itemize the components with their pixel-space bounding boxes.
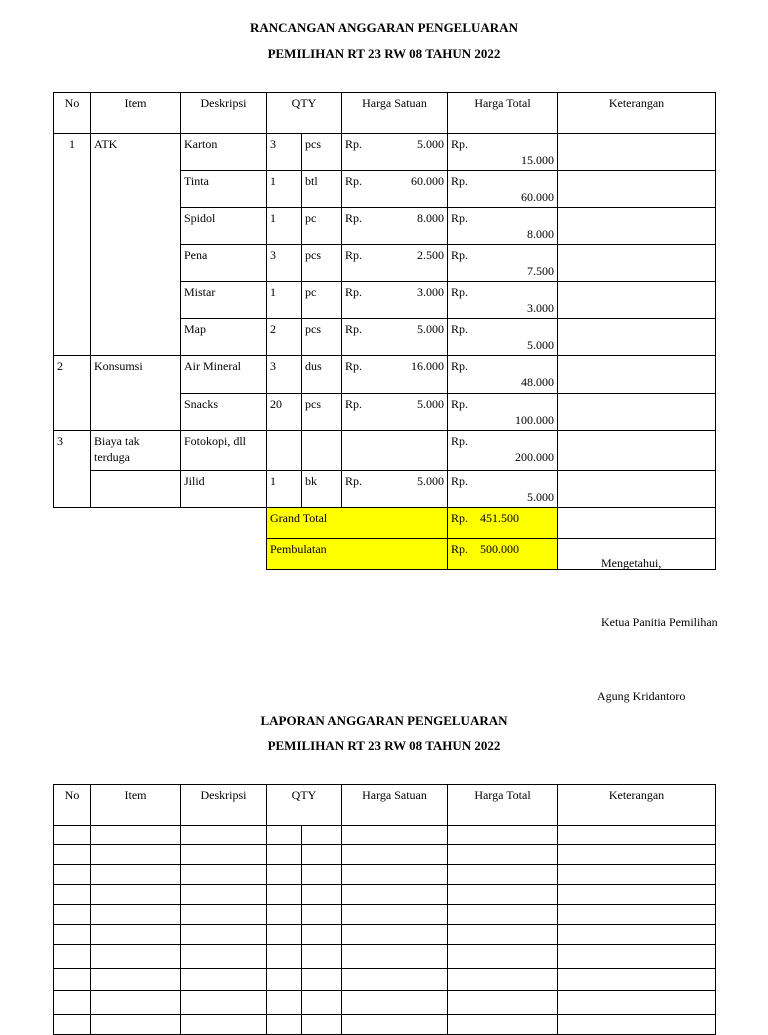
empty-cell xyxy=(558,945,716,969)
rounding-label: Pembulatan xyxy=(267,539,448,570)
empty-cell xyxy=(181,945,267,969)
total-value: 100.000 xyxy=(515,413,554,427)
empty-cell xyxy=(54,945,91,969)
row-note xyxy=(558,134,716,171)
empty-cell xyxy=(448,905,558,925)
empty-cell xyxy=(54,1015,91,1035)
empty-cell xyxy=(91,905,181,925)
row-note xyxy=(558,171,716,208)
total-value: 48.000 xyxy=(521,375,554,389)
empty-cell xyxy=(91,991,181,1015)
empty-cell xyxy=(91,826,181,845)
row-desc: Fotokopi, dll xyxy=(181,431,267,471)
currency-label: Rp. xyxy=(451,322,469,336)
rancangan-title: RANCANGAN ANGGARAN PENGELUARAN xyxy=(250,20,518,35)
laporan-title: LAPORAN ANGGARAN PENGELUARAN xyxy=(260,713,508,728)
empty-cell xyxy=(448,826,558,845)
empty-cell xyxy=(342,826,448,845)
laporan-table xyxy=(53,784,716,1035)
empty-cell xyxy=(558,865,716,885)
row-item: ATK xyxy=(91,134,181,356)
empty-cell xyxy=(267,845,302,865)
row-no: 1 xyxy=(54,134,91,356)
empty-cell xyxy=(181,925,267,945)
header-no: No xyxy=(54,93,91,134)
currency-label: Rp. xyxy=(345,322,363,336)
row-unit-price xyxy=(342,134,448,171)
row-unit: dus xyxy=(302,356,342,394)
empty-row xyxy=(54,925,716,945)
empty-cell xyxy=(267,969,302,991)
empty-cell xyxy=(91,845,181,865)
rancangan-subtitle: PEMILIHAN RT 23 RW 08 TAHUN 2022 xyxy=(267,46,501,61)
empty-cell xyxy=(302,845,342,865)
row-note xyxy=(558,282,716,319)
empty-row xyxy=(54,1015,716,1035)
row-note xyxy=(558,319,716,356)
currency-label: Rp. xyxy=(345,137,363,151)
empty-cell xyxy=(448,945,558,969)
currency-label: Rp. xyxy=(451,174,469,188)
empty-cell xyxy=(558,845,716,865)
empty-cell xyxy=(558,969,716,991)
row-total xyxy=(448,431,558,471)
empty-cell xyxy=(448,1015,558,1035)
row-unit: pcs xyxy=(302,319,342,356)
header-note: Keterangan xyxy=(558,785,716,826)
grand-total-value xyxy=(448,508,558,539)
empty-cell xyxy=(54,969,91,991)
row-unit: pcs xyxy=(302,134,342,171)
row-desc: Air Mineral xyxy=(181,356,267,394)
header-qty: QTY xyxy=(267,93,342,134)
row-no: 2 xyxy=(54,356,91,431)
empty-row xyxy=(54,885,716,905)
header-row xyxy=(54,93,716,134)
price-value: 3.000 xyxy=(417,285,444,299)
price-value: 5.000 xyxy=(417,322,444,336)
row-unit-price xyxy=(342,471,448,508)
empty-cell xyxy=(558,905,716,925)
empty-cell xyxy=(558,925,716,945)
empty-cell xyxy=(558,1015,716,1035)
blank-cell xyxy=(54,539,267,570)
note-cell xyxy=(558,508,716,539)
row-qty xyxy=(267,431,302,471)
empty-row xyxy=(54,845,716,865)
empty-cell xyxy=(54,826,91,845)
row-desc: Snacks xyxy=(181,394,267,431)
empty-cell xyxy=(181,905,267,925)
empty-cell xyxy=(181,991,267,1015)
empty-cell xyxy=(342,905,448,925)
row-unit xyxy=(302,431,342,471)
row-item: Konsumsi xyxy=(91,356,181,431)
row-qty: 1 xyxy=(267,171,302,208)
empty-cell xyxy=(302,826,342,845)
empty-cell xyxy=(267,865,302,885)
currency-label: Rp. xyxy=(345,285,363,299)
empty-cell xyxy=(54,865,91,885)
row-item-empty xyxy=(91,471,181,508)
row-total xyxy=(448,208,558,245)
empty-cell xyxy=(91,925,181,945)
empty-cell xyxy=(267,885,302,905)
total-value: 5.000 xyxy=(527,338,554,352)
empty-row xyxy=(54,826,716,845)
empty-cell xyxy=(448,991,558,1015)
header-item: Item xyxy=(91,93,181,134)
price-value: 5.000 xyxy=(417,397,444,411)
price-value: 5.000 xyxy=(417,474,444,488)
row-total xyxy=(448,282,558,319)
blank-cell xyxy=(54,508,267,539)
currency-label: Rp. xyxy=(451,511,469,525)
header-item: Item xyxy=(91,785,181,826)
empty-cell xyxy=(342,969,448,991)
currency-label: Rp. xyxy=(451,248,469,262)
total-value: 3.000 xyxy=(527,301,554,315)
row-unit-price xyxy=(342,171,448,208)
row-total xyxy=(448,356,558,394)
header-no: No xyxy=(54,785,91,826)
row-unit: pc xyxy=(302,282,342,319)
empty-cell xyxy=(302,925,342,945)
row-desc: Tinta xyxy=(181,171,267,208)
row-total xyxy=(448,319,558,356)
row-qty: 1 xyxy=(267,208,302,245)
currency-label: Rp. xyxy=(451,434,469,448)
row-unit-price xyxy=(342,394,448,431)
rancangan-table xyxy=(53,92,716,570)
empty-cell xyxy=(302,1015,342,1035)
grand-total-row xyxy=(54,508,716,539)
row-no: 3 xyxy=(54,431,91,508)
total-value: 5.000 xyxy=(527,490,554,504)
row-total xyxy=(448,245,558,282)
empty-cell xyxy=(342,865,448,885)
empty-cell xyxy=(448,865,558,885)
grand-total-label: Grand Total xyxy=(267,508,448,539)
total-value: 200.000 xyxy=(515,450,554,464)
empty-row xyxy=(54,991,716,1015)
empty-cell xyxy=(302,991,342,1015)
empty-cell xyxy=(54,905,91,925)
header-desc: Deskripsi xyxy=(181,785,267,826)
currency-label: Rp. xyxy=(345,474,363,488)
empty-cell xyxy=(302,885,342,905)
total-value: 7.500 xyxy=(527,264,554,278)
row-unit-price xyxy=(342,431,448,471)
empty-cell xyxy=(558,885,716,905)
row-qty: 1 xyxy=(267,471,302,508)
row-desc: Mistar xyxy=(181,282,267,319)
currency-label: Rp. xyxy=(451,137,469,151)
empty-cell xyxy=(181,826,267,845)
signer-role: Ketua Panitia Pemilihan xyxy=(601,615,718,629)
table-row xyxy=(54,356,716,394)
currency-label: Rp. xyxy=(451,211,469,225)
row-total xyxy=(448,471,558,508)
header-row xyxy=(54,785,716,826)
empty-cell xyxy=(558,991,716,1015)
empty-cell xyxy=(302,905,342,925)
row-note xyxy=(558,356,716,394)
empty-cell xyxy=(342,991,448,1015)
row-unit-price xyxy=(342,245,448,282)
empty-cell xyxy=(91,969,181,991)
empty-cell xyxy=(54,845,91,865)
rounding-value xyxy=(448,539,558,570)
row-note xyxy=(558,471,716,508)
empty-cell xyxy=(342,945,448,969)
empty-cell xyxy=(54,925,91,945)
currency-label: Rp. xyxy=(345,211,363,225)
empty-cell xyxy=(181,1015,267,1035)
row-desc: Karton xyxy=(181,134,267,171)
empty-cell xyxy=(267,925,302,945)
empty-cell xyxy=(91,865,181,885)
row-qty: 20 xyxy=(267,394,302,431)
table-row xyxy=(54,134,716,171)
currency-label: Rp. xyxy=(451,359,469,373)
total-value: 60.000 xyxy=(521,190,554,204)
total-value: 8.000 xyxy=(527,227,554,241)
price-value: 16.000 xyxy=(411,359,444,373)
amount: 451.500 xyxy=(480,511,520,525)
empty-cell xyxy=(91,1015,181,1035)
currency-label: Rp. xyxy=(451,285,469,299)
row-unit: pcs xyxy=(302,245,342,282)
empty-cell xyxy=(267,945,302,969)
header-qty: QTY xyxy=(267,785,342,826)
row-desc: Pena xyxy=(181,245,267,282)
currency-label: Rp. xyxy=(451,474,469,488)
empty-cell xyxy=(342,885,448,905)
header-total: Harga Total xyxy=(448,785,558,826)
empty-cell xyxy=(448,969,558,991)
empty-cell xyxy=(267,826,302,845)
empty-cell xyxy=(448,845,558,865)
empty-cell xyxy=(54,991,91,1015)
empty-row xyxy=(54,905,716,925)
row-desc: Jilid xyxy=(181,471,267,508)
price-value: 2.500 xyxy=(417,248,444,262)
empty-cell xyxy=(302,945,342,969)
laporan-subtitle: PEMILIHAN RT 23 RW 08 TAHUN 2022 xyxy=(267,738,501,753)
table-row xyxy=(54,431,716,471)
row-total xyxy=(448,134,558,171)
row-note xyxy=(558,208,716,245)
currency-label: Rp. xyxy=(451,397,469,411)
row-unit: pc xyxy=(302,208,342,245)
header-total: Harga Total xyxy=(448,93,558,134)
row-desc: Spidol xyxy=(181,208,267,245)
empty-cell xyxy=(181,845,267,865)
empty-cell xyxy=(342,925,448,945)
row-note xyxy=(558,394,716,431)
total-value: 15.000 xyxy=(521,153,554,167)
price-value: 8.000 xyxy=(417,211,444,225)
empty-cell xyxy=(267,1015,302,1035)
empty-row xyxy=(54,945,716,969)
empty-cell xyxy=(558,826,716,845)
row-note xyxy=(558,431,716,471)
empty-row xyxy=(54,865,716,885)
table-row xyxy=(54,471,716,508)
row-unit-price xyxy=(342,282,448,319)
acknowledged-label: Mengetahui, xyxy=(601,556,662,570)
signer-name: Agung Kridantoro xyxy=(597,689,686,703)
currency-label: Rp. xyxy=(345,174,363,188)
price-value: 60.000 xyxy=(411,174,444,188)
header-unit-price: Harga Satuan xyxy=(342,93,448,134)
currency-label: Rp. xyxy=(345,397,363,411)
header-unit-price: Harga Satuan xyxy=(342,785,448,826)
empty-cell xyxy=(302,969,342,991)
row-qty: 3 xyxy=(267,356,302,394)
empty-row xyxy=(54,969,716,991)
row-qty: 2 xyxy=(267,319,302,356)
empty-cell xyxy=(91,945,181,969)
row-unit: pcs xyxy=(302,394,342,431)
empty-cell xyxy=(54,885,91,905)
currency-label: Rp. xyxy=(451,542,469,556)
row-qty: 3 xyxy=(267,134,302,171)
empty-cell xyxy=(448,925,558,945)
row-total xyxy=(448,171,558,208)
row-unit-price xyxy=(342,208,448,245)
row-total xyxy=(448,394,558,431)
header-desc: Deskripsi xyxy=(181,93,267,134)
empty-cell xyxy=(181,969,267,991)
empty-cell xyxy=(342,845,448,865)
row-unit: btl xyxy=(302,171,342,208)
row-qty: 1 xyxy=(267,282,302,319)
empty-cell xyxy=(181,865,267,885)
header-note: Keterangan xyxy=(558,93,716,134)
empty-cell xyxy=(448,885,558,905)
row-unit-price xyxy=(342,319,448,356)
empty-cell xyxy=(181,885,267,905)
currency-label: Rp. xyxy=(345,359,363,373)
row-qty: 3 xyxy=(267,245,302,282)
row-item: Biaya tak terduga xyxy=(91,431,181,471)
row-unit-price xyxy=(342,356,448,394)
empty-cell xyxy=(267,905,302,925)
currency-label: Rp. xyxy=(345,248,363,262)
empty-cell xyxy=(302,865,342,885)
empty-cell xyxy=(342,1015,448,1035)
empty-cell xyxy=(267,991,302,1015)
empty-cell xyxy=(91,885,181,905)
amount: 500.000 xyxy=(480,542,520,556)
row-desc: Map xyxy=(181,319,267,356)
price-value: 5.000 xyxy=(417,137,444,151)
row-note xyxy=(558,245,716,282)
row-unit: bk xyxy=(302,471,342,508)
